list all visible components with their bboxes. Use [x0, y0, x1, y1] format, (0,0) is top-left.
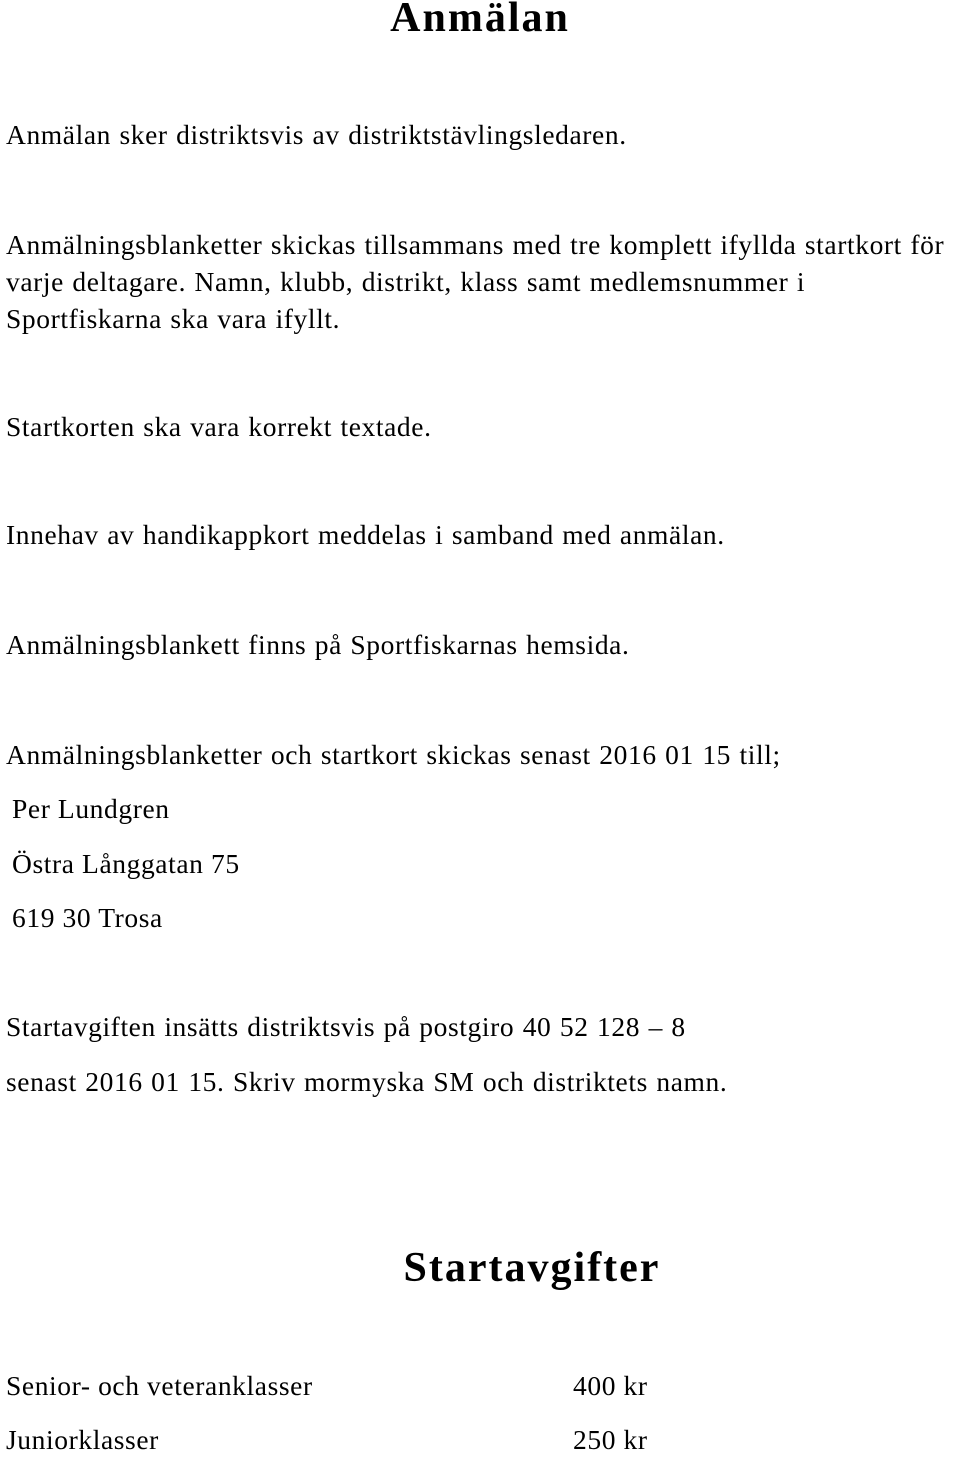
paragraph-form-website: Anmälningsblankett finns på Sportfiskarnas hemsida. — [6, 629, 630, 660]
paragraph-send-deadline: Anmälningsblanketter och startkort skickas senast 2016 01 15 till; — [6, 739, 781, 770]
address-name: Per Lundgren — [12, 793, 170, 824]
paragraph-handicap-card: Innehav av handikappkort meddelas i samband med anmälan. — [6, 519, 725, 550]
address-city: 619 30 Trosa — [12, 902, 163, 933]
fee-row — [6, 1421, 946, 1458]
fee-class-label: Juniorklasser — [6, 1424, 159, 1455]
fee-amount: 400 kr — [573, 1370, 648, 1401]
address-street: Östra Långgatan 75 — [12, 848, 240, 879]
fee-class-label: Senior- och veteranklasser — [6, 1370, 313, 1401]
fee-amount: 250 kr — [573, 1424, 648, 1455]
paragraph-registration-by-district: Anmälan sker distriktsvis av distriktstävlingsledaren. — [6, 119, 627, 150]
paragraph-startcards-lettering: Startkorten ska vara korrekt textade. — [6, 411, 432, 442]
heading-fees: Startavgifter — [403, 1245, 661, 1291]
paragraph-registration-forms: Anmälningsblanketter skickas tillsammans med tre komplett ifyllda startkort för varje deltagare. Namn, klubb, distrikt, klass samt medlemsnummer i Sportfiskarna ska vara ifyllt. — [6, 229, 945, 334]
payment-line-deadline: senast 2016 01 15. Skriv mormyska SM och distriktets namn. — [6, 1066, 728, 1097]
payment-line-postgiro: Startavgiften insätts distriktsvis på postgiro 40 52 128 – 8 — [6, 1011, 686, 1042]
heading-registration: Anmälan — [390, 0, 570, 41]
fee-row — [6, 1367, 946, 1404]
